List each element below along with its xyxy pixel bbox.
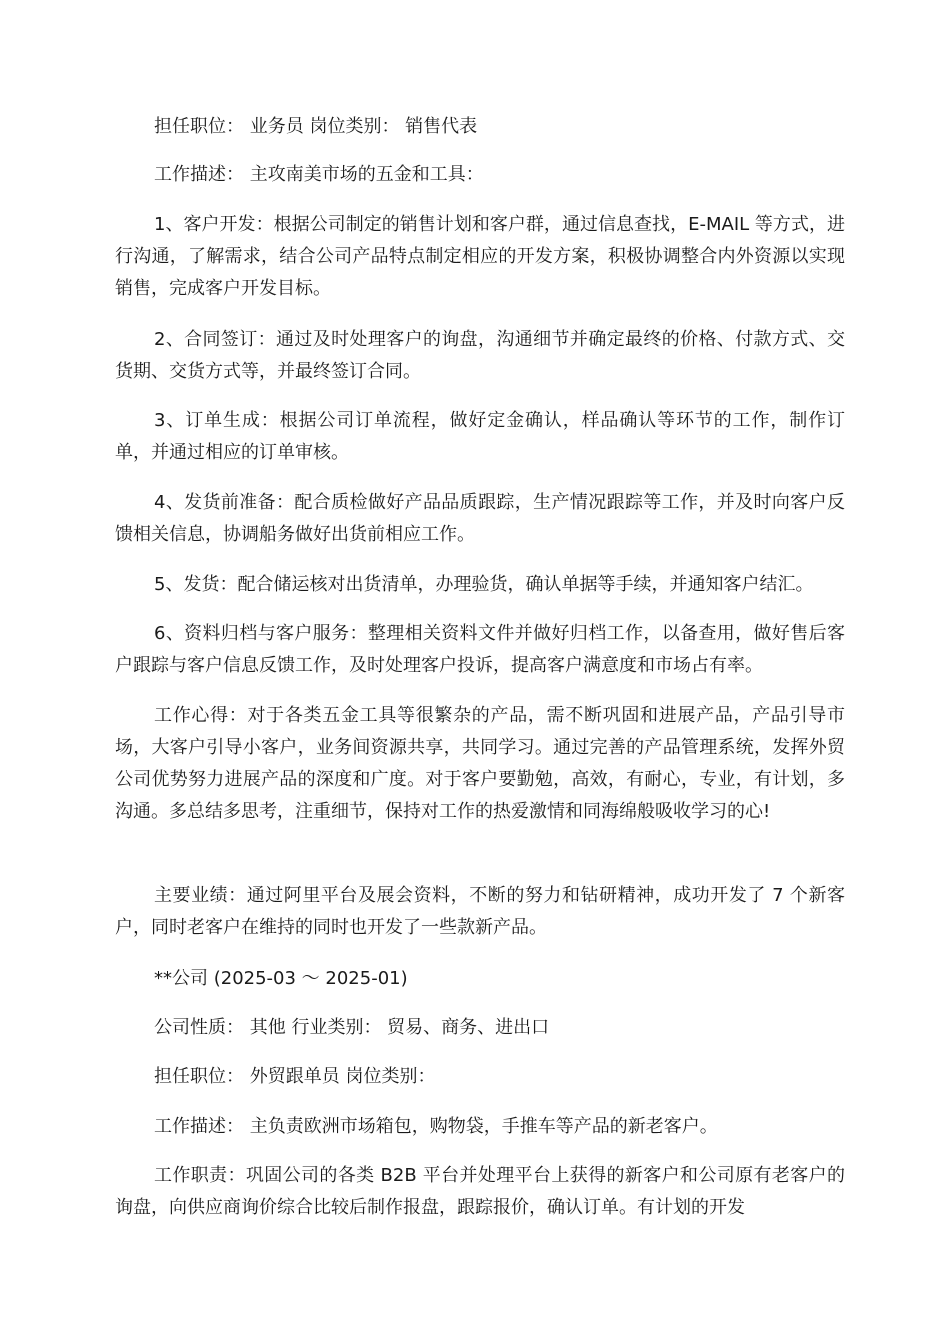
duty-archiving-service: 6、资料归档与客户服务：整理相关资料文件并做好归档工作，以备查用，做好售后客户跟踪与客户信息反馈工作，及时处理客户投诉，提高客户满意度和市场占有率。 (115, 623, 845, 676)
position-line-1: 担任职位： 业务员 岗位类别： 销售代表 (154, 116, 478, 137)
company-nature: 公司性质： 其他 行业类别： 贸易、商务、进出口 (154, 1017, 550, 1038)
job-description-1: 工作描述： 主攻南美市场的五金和工具： (154, 164, 484, 185)
work-insights: 工作心得：对于各类五金工具等很繁杂的产品，需不断巩固和进展产品，产品引导市场，大客户引导小客户，业务间资源共享，共同学习。通过完善的产品管理系统，发挥外贸公司优势努力进展产品的深度和广度。对于客户要勤勉，高效，有耐心，专业，有计划，多沟通。多总结多思考，注重细节，保持对工作的热爱激情和同海绵般吸收学习的心! (115, 705, 845, 822)
duty-pre-shipment: 4、发货前准备：配合质检做好产品品质跟踪，生产情况跟踪等工作，并及时向客户反馈相关信息，协调船务做好出货前相应工作。 (115, 492, 845, 545)
job-responsibilities: 工作职责：巩固公司的各类 B2B 平台并处理平台上获得的新客户和公司原有老客户的询盘，向供应商询价综合比较后制作报盘，跟踪报价，确认订单。有计划的开发 (115, 1165, 845, 1218)
duty-shipment: 5、发货：配合储运核对出货清单，办理验货，确认单据等手续，并通知客户结汇。 (154, 574, 814, 595)
company-period: **公司 (2025-03 ～ 2025-01) (154, 968, 408, 989)
duty-order-generation: 3、订单生成：根据公司订单流程，做好定金确认，样品确认等环节的工作，制作订单，并通过相应的订单审核。 (115, 410, 845, 463)
duty-contract-signing: 2、合同签订：通过及时处理客户的询盘，沟通细节并确定最终的价格、付款方式、交货期、交货方式等，并最终签订合同。 (115, 329, 845, 382)
job-description-2: 工作描述： 主负责欧洲市场箱包，购物袋，手推车等产品的新老客户。 (154, 1116, 718, 1137)
main-achievements: 主要业绩：通过阿里平台及展会资料，不断的努力和钻研精神，成功开发了 7 个新客户，同时老客户在维持的同时也开发了一些款新产品。 (115, 885, 845, 938)
duty-customer-development: 1、客户开发：根据公司制定的销售计划和客户群，通过信息查找，E-MAIL 等方式，进行沟通，了解需求，结合公司产品特点制定相应的开发方案，积极协调整合内外资源以实现销售，完成客户开发目标。 (115, 214, 845, 299)
position-line-2: 担任职位： 外贸跟单员 岗位类别： (154, 1066, 436, 1087)
